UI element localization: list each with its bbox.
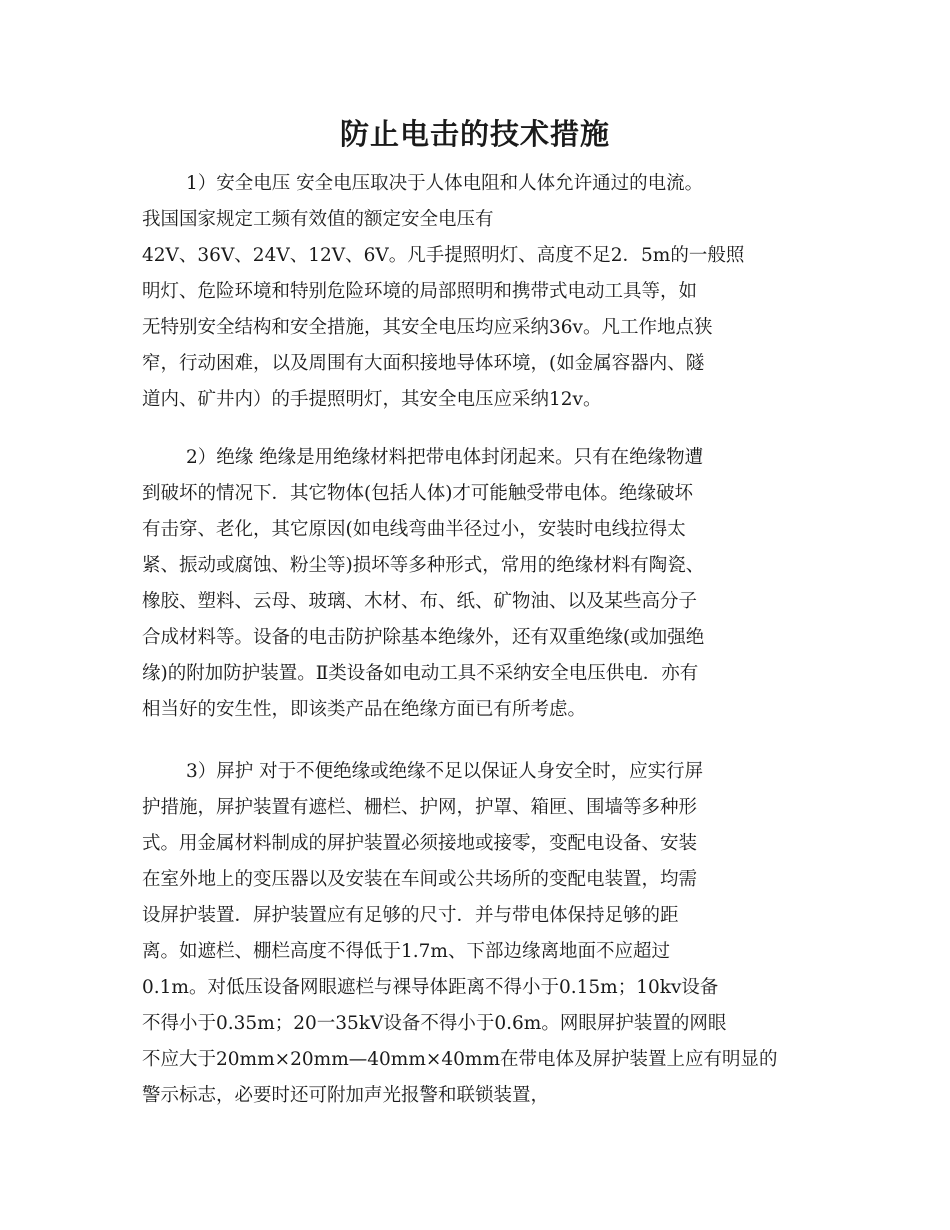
paragraph-line: 设屏护装置．屏护装置应有足够的尺寸．并与带电体保持足够的距 xyxy=(142,905,679,926)
paragraph-line: 不得小于0.35m；20一35kV设备不得小于0.6m。网眼屏护装置的网眼 xyxy=(142,1013,727,1034)
paragraph-line: 警示标志，必要时还可附加声光报警和联锁装置， xyxy=(142,1085,550,1106)
paragraph-line: 有击穿、老化，其它原因(如电线弯曲半径过小，安装时电线拉得太 xyxy=(142,519,686,540)
paragraph-line: 1）安全电压 安全电压取决于人体电阻和人体允许通过的电流。 xyxy=(186,173,704,194)
paragraph-line: 3）屏护 对于不便绝缘或绝缘不足以保证人身安全时，应实行屏 xyxy=(186,761,704,782)
paragraph-insulation xyxy=(142,440,822,728)
paragraph-line: 相当好的安生性，即该类产品在绝缘方面已有所考虑。 xyxy=(142,699,587,720)
paragraph-line: 窄，行动困难，以及周围有大面积接地导体环境，(如金属容器内、隧 xyxy=(142,353,705,374)
paragraph-line: 无特别安全结构和安全措施，其安全电压均应采纳36v。凡工作地点狭 xyxy=(142,317,713,338)
paragraph-line: 合成材料等。设备的电击防护除基本绝缘外，还有双重绝缘(或加强绝 xyxy=(142,627,705,648)
paragraph-line: 式。用金属材料制成的屏护装置必须接地或接零，变配电设备、安装 xyxy=(142,833,698,854)
paragraph-line: 不应大于20mm×20mm—40mm×40mm在带电体及屏护装置上应有明显的 xyxy=(142,1049,778,1070)
paragraph-line: 2）绝缘 绝缘是用绝缘材料把带电体封闭起来。只有在绝缘物遭 xyxy=(186,447,704,468)
paragraph-shielding xyxy=(142,754,822,1114)
paragraph-line: 缘)的附加防护装置。Ⅱ类设备如电动工具不采纳安全电压供电．亦有 xyxy=(142,663,699,684)
paragraph-line: 紧、振动或腐蚀、粉尘等)损坏等多种形式，常用的绝缘材料有陶瓷、 xyxy=(142,555,705,576)
paragraph-line: 到破坏的情况下．其它物体(包括人体)才可能触受带电体。绝缘破坏 xyxy=(142,483,693,504)
paragraph-line: 明灯、危险环境和特别危险环境的局部照明和携带式电动工具等，如 xyxy=(142,281,698,302)
paragraph-line: 在室外地上的变压器以及安装在车间或公共场所的变配电装置，均需 xyxy=(142,869,698,890)
paragraph-line: 道内、矿井内）的手提照明灯，其安全电压应采纳12v。 xyxy=(142,389,602,410)
paragraph-line: 橡胶、塑料、云母、玻璃、木材、布、纸、矿物油、以及某些高分子 xyxy=(142,591,698,612)
paragraph-line: 我国国家规定工频有效值的额定安全电压有 xyxy=(142,209,494,230)
paragraph-line: 0.1m。对低压设备网眼遮栏与裸导体距离不得小于0.15m；10kv设备 xyxy=(142,977,719,998)
paragraph-line: 护措施，屏护装置有遮栏、栅栏、护网，护罩、箱匣、围墙等多种形 xyxy=(142,797,698,818)
paragraph-line: 42V、36V、24V、12V、6V。凡手提照明灯、高度不足2．5m的一般照 xyxy=(142,245,745,266)
document-title: 防止电击的技术措施 xyxy=(339,117,610,151)
paragraph-safety-voltage xyxy=(142,166,822,418)
paragraph-line: 离。如遮栏、棚栏高度不得低于1.7m、下部边缘离地面不应超过 xyxy=(142,941,670,962)
